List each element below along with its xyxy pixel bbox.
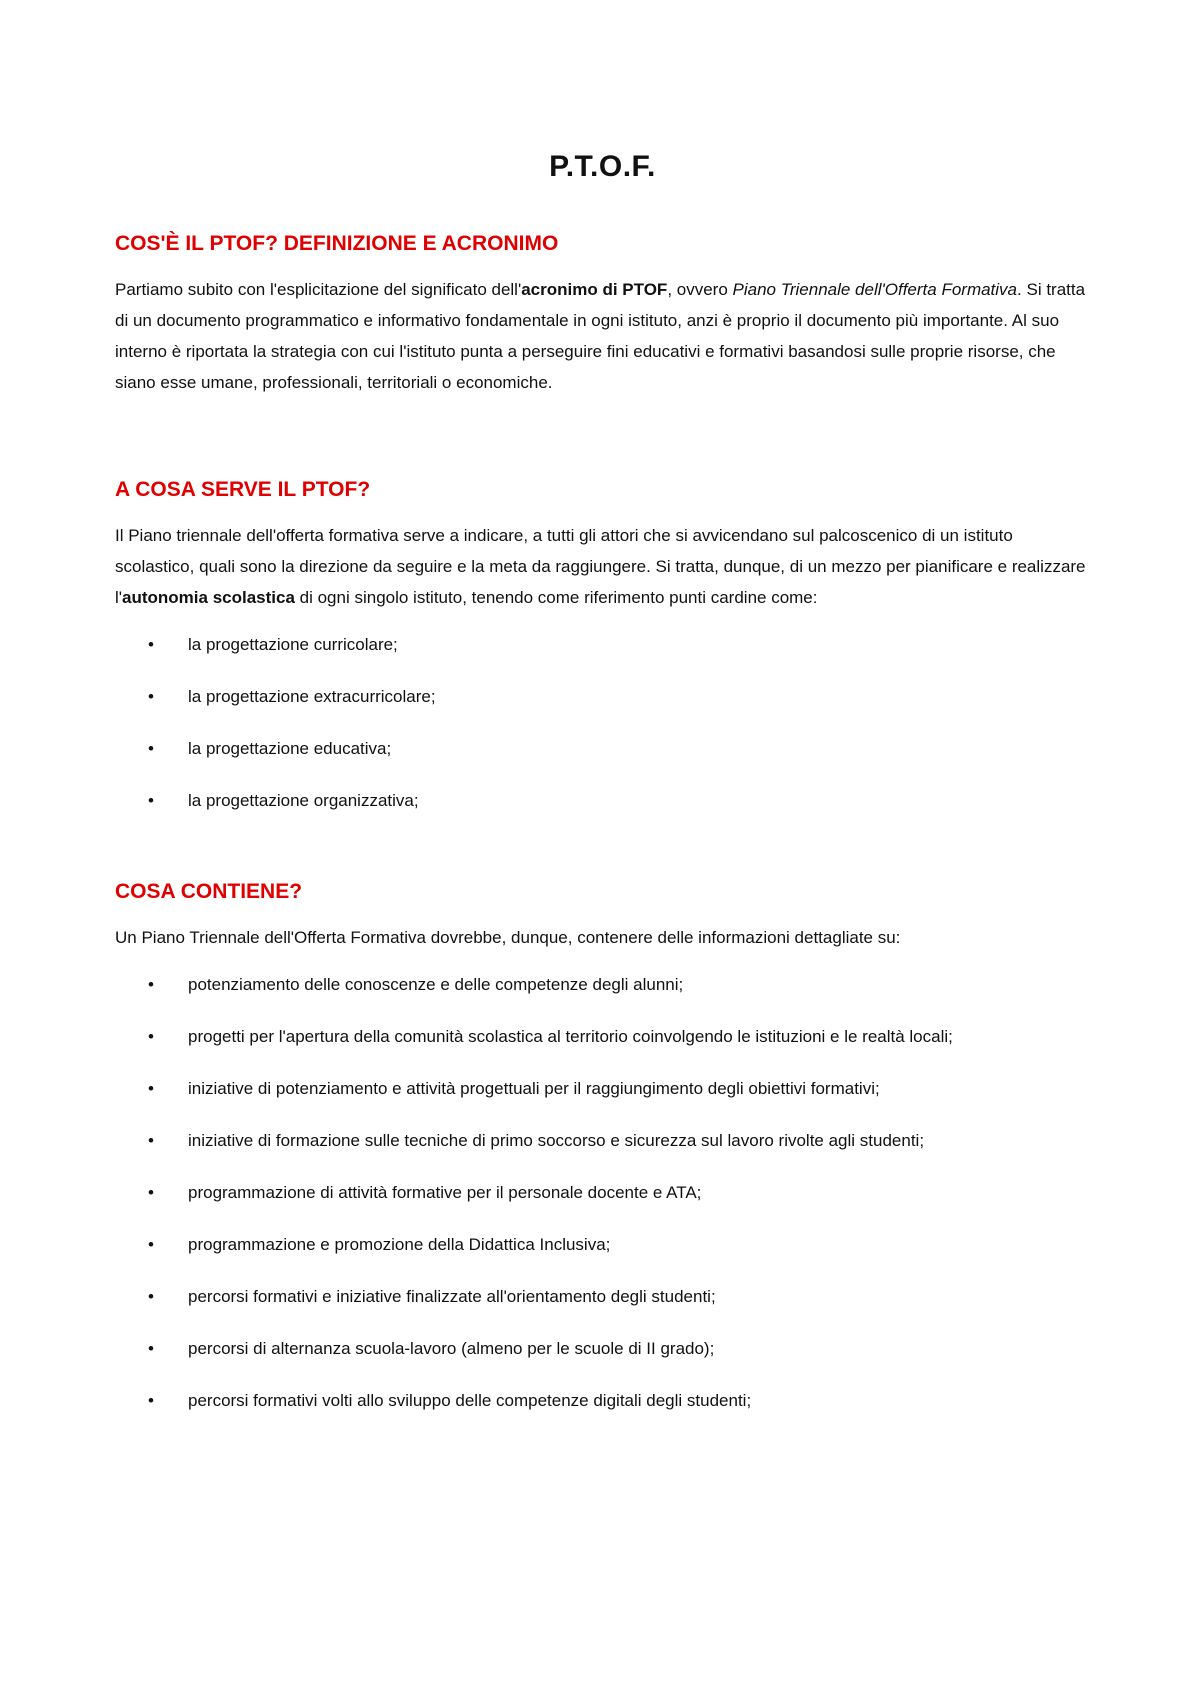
section-paragraph: [115, 922, 1090, 953]
bold-text: acronimo di PTOF: [521, 280, 668, 299]
list-item: • la progettazione extracurricolare;: [115, 681, 1090, 712]
text-run: , ovvero: [667, 280, 733, 299]
italic-text: Piano Triennale dell'Offerta Formativa: [732, 280, 1018, 299]
text-run: di ogni singolo istituto, tenendo come riferimento punti cardine come:: [294, 588, 818, 607]
section-paragraph: [115, 520, 1090, 613]
list-item: • percorsi formativi e iniziative finalizzate all'orientamento degli studenti;: [115, 1281, 1090, 1312]
list-item: • progetti per l'apertura della comunità scolastica al territorio coinvolgendo le istituzioni e le realtà locali;: [115, 1021, 1090, 1052]
section-paragraph: [115, 274, 1090, 398]
list-item: • percorsi di alternanza scuola-lavoro (almeno per le scuole di II grado);: [115, 1333, 1090, 1364]
list-item: • la progettazione curricolare;: [115, 629, 1090, 660]
bullet-icon: •: [148, 1131, 154, 1150]
bullet-icon: •: [148, 1027, 154, 1046]
section-definition: [115, 232, 1090, 398]
section-heading: COS'È IL PTOF? DEFINIZIONE E ACRONIMO: [115, 232, 559, 255]
list-item: • iniziative di potenziamento e attività progettuali per il raggiungimento degli obiettivi formativi;: [115, 1073, 1090, 1104]
list-item: • potenziamento delle conoscenze e delle competenze degli alunni;: [115, 969, 1090, 1000]
text-run: . Si tratta di un documento programmatico e informativo fondamentale in ogni istituto, anzi è proprio il documento più importante. Al suo interno è riportata la strategia con cui l'istituto punta a perseguire fini educativi e formativi basandosi sulle proprie risorse, che siano esse umane, professionali, territoriali o economiche.: [115, 280, 1086, 392]
bullet-icon: •: [148, 1183, 154, 1202]
section-purpose: [115, 478, 1090, 816]
section-heading: A COSA SERVE IL PTOF?: [115, 478, 371, 501]
list-item: • la progettazione organizzativa;: [115, 785, 1090, 816]
page-title: P.T.O.F.: [549, 150, 656, 183]
bullet-icon: •: [148, 1079, 154, 1098]
bullet-icon: •: [148, 1235, 154, 1254]
list-item: • la progettazione educativa;: [115, 733, 1090, 764]
bullet-list: [115, 629, 1090, 816]
text-run: Il Piano triennale dell'offerta formativa serve a indicare, a tutti gli attori che si avvicendano sul palcoscenico di un istituto scolastico, quali sono la direzione da seguire e la meta da raggiungere. Si tratta, dunque, di un mezzo per pianificare e realizzare l': [115, 526, 1086, 607]
bullet-icon: •: [148, 635, 154, 654]
bullet-icon: •: [148, 1287, 154, 1306]
list-item: • programmazione di attività formative per il personale docente e ATA;: [115, 1177, 1090, 1208]
list-item: • percorsi formativi volti allo sviluppo delle competenze digitali degli studenti;: [115, 1385, 1090, 1416]
text-run: Partiamo subito con l'esplicitazione del significato dell': [115, 280, 522, 299]
bullet-icon: •: [148, 739, 154, 758]
bullet-icon: •: [148, 1339, 154, 1358]
list-item: • programmazione e promozione della Didattica Inclusiva;: [115, 1229, 1090, 1260]
bullet-icon: •: [148, 975, 154, 994]
list-item: • iniziative di formazione sulle tecniche di primo soccorso e sicurezza sul lavoro rivolte agli studenti;: [115, 1125, 1090, 1156]
bullet-icon: •: [148, 687, 154, 706]
section-contents: [115, 880, 1090, 1416]
bullet-icon: •: [148, 1391, 154, 1410]
bullet-list: [115, 969, 1090, 1416]
bold-text: autonomia scolastica: [122, 588, 295, 607]
section-heading: COSA CONTIENE?: [115, 880, 303, 903]
bullet-icon: •: [148, 791, 154, 810]
text-run: Un Piano Triennale dell'Offerta Formativa dovrebbe, dunque, contenere delle informazioni dettagliate su:: [115, 928, 901, 947]
